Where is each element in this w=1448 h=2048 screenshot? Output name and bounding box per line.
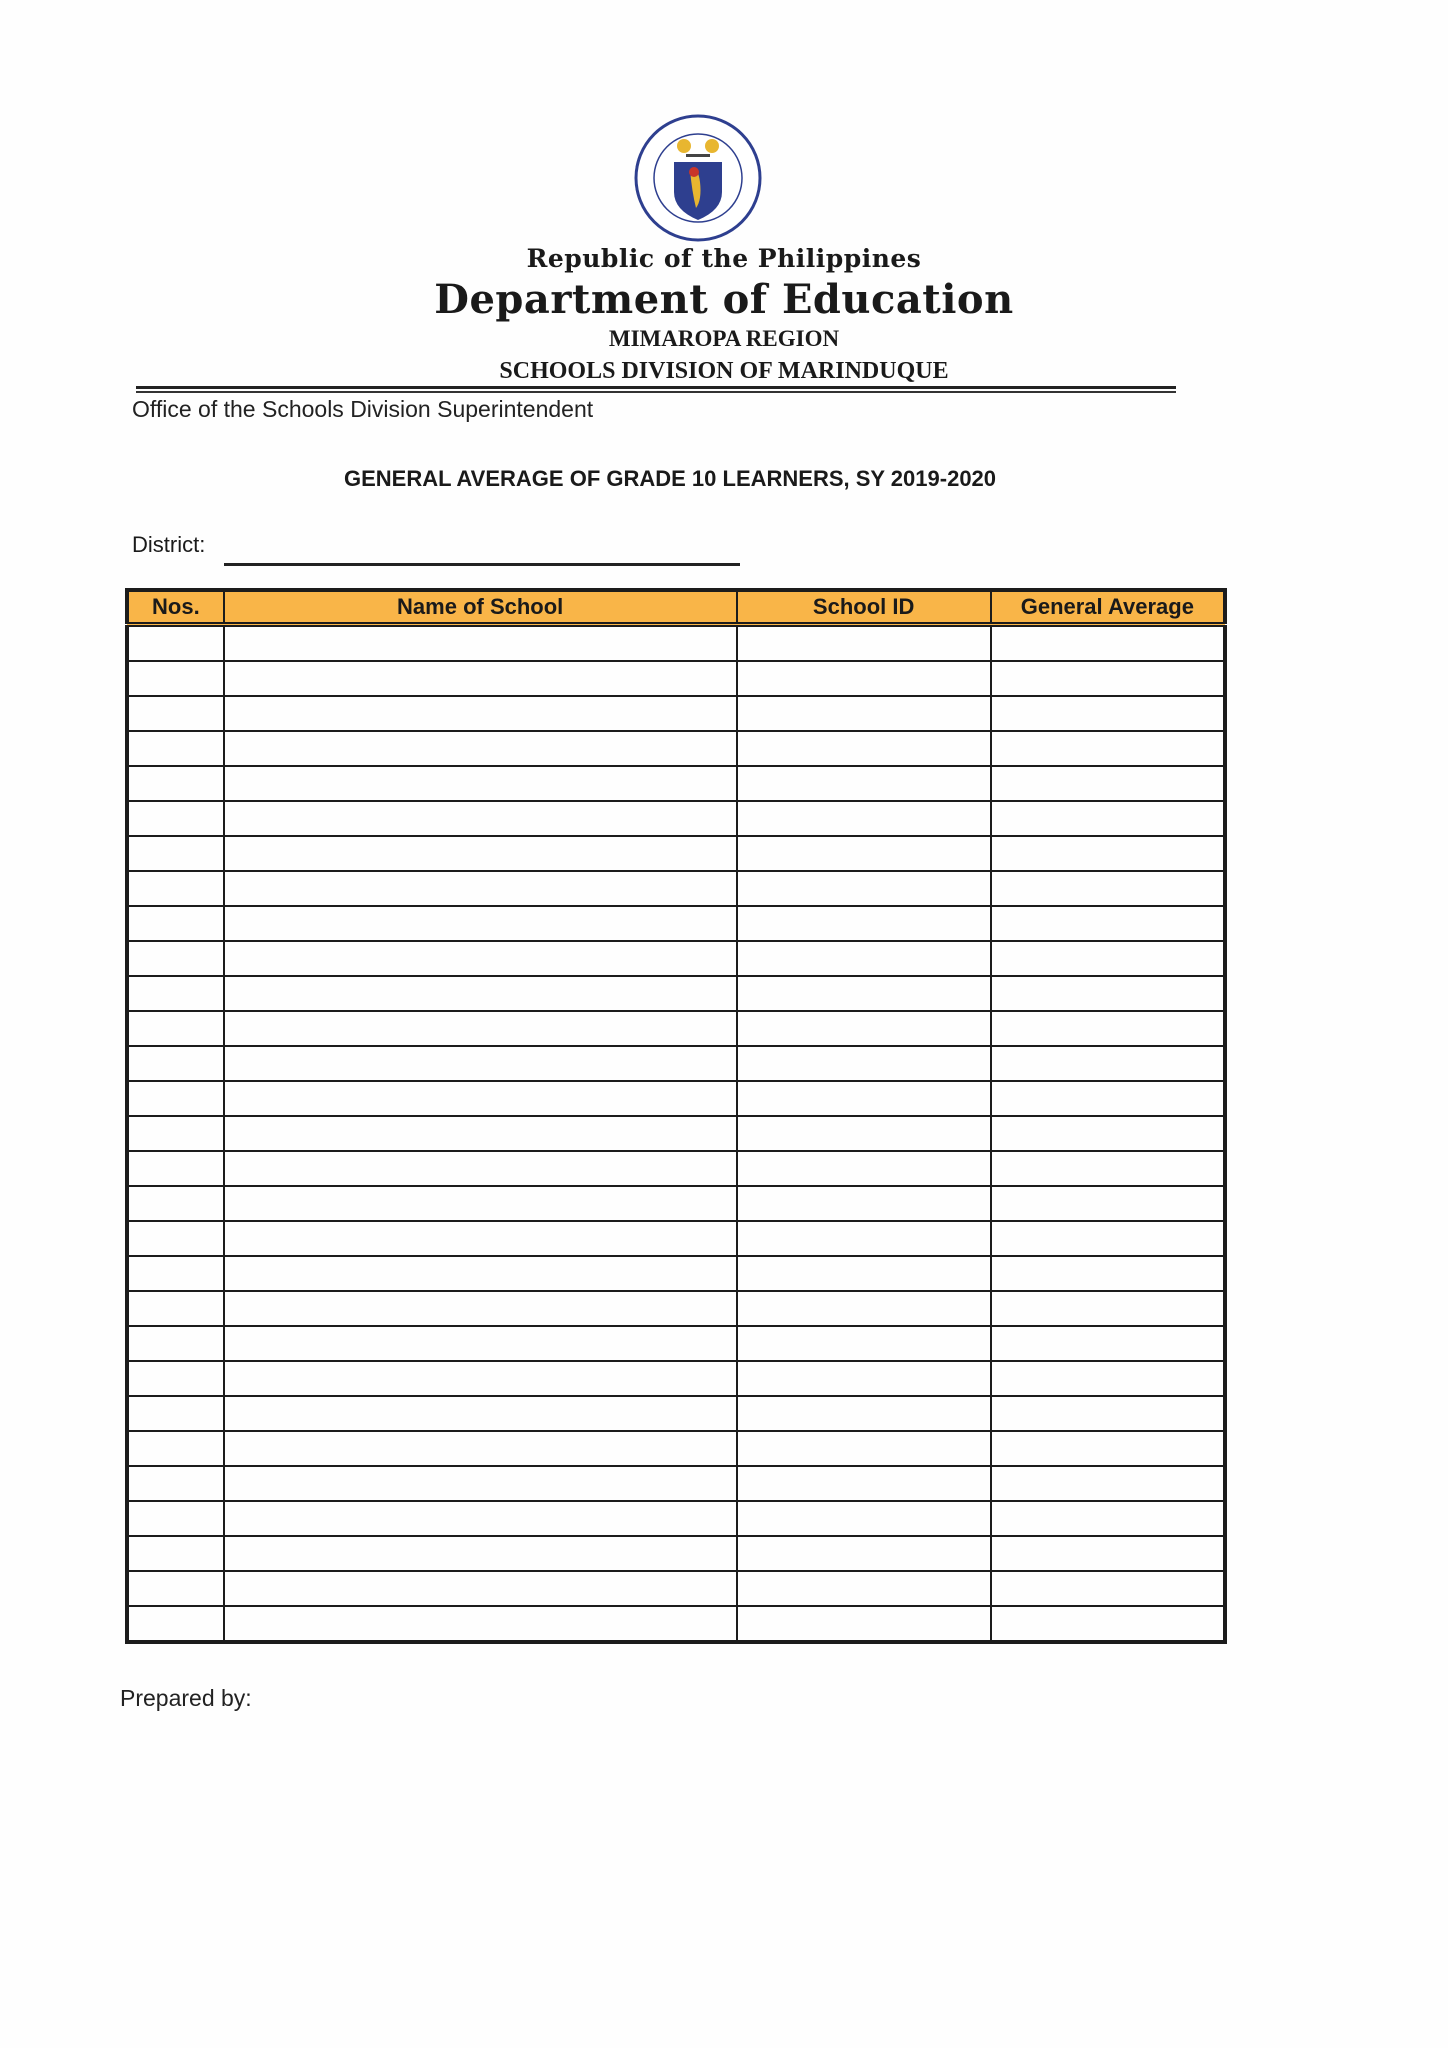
table-row: [127, 1151, 1225, 1186]
cell-name-of-school[interactable]: [224, 661, 737, 696]
cell-school-id[interactable]: [737, 731, 991, 766]
cell-general-average[interactable]: [991, 1186, 1225, 1221]
cell-school-id[interactable]: [737, 1361, 991, 1396]
cell-general-average[interactable]: [991, 1536, 1225, 1571]
cell-name-of-school[interactable]: [224, 1151, 737, 1186]
cell-school-id[interactable]: [737, 871, 991, 906]
table-row: [127, 1116, 1225, 1151]
cell-school-id[interactable]: [737, 906, 991, 941]
cell-name-of-school[interactable]: [224, 1256, 737, 1291]
cell-nos[interactable]: [127, 871, 224, 906]
division-heading: SCHOOLS DIVISION OF MARINDUQUE: [499, 358, 949, 384]
table-row: [127, 1256, 1225, 1291]
cell-general-average[interactable]: [991, 1221, 1225, 1256]
cell-nos[interactable]: [127, 1326, 224, 1361]
cell-nos[interactable]: [127, 661, 224, 696]
cell-general-average[interactable]: [991, 1256, 1225, 1291]
cell-name-of-school[interactable]: [224, 836, 737, 871]
cell-general-average[interactable]: [991, 731, 1225, 766]
column-header-school-id: School ID: [737, 590, 991, 625]
cell-general-average[interactable]: [991, 1081, 1225, 1116]
republic-heading: Republic of the Philippines: [526, 244, 922, 273]
cell-general-average[interactable]: [991, 1046, 1225, 1081]
cell-school-id[interactable]: [737, 1046, 991, 1081]
cell-nos[interactable]: [127, 1011, 224, 1046]
cell-school-id[interactable]: [737, 1536, 991, 1571]
table-row: [127, 1291, 1225, 1326]
cell-name-of-school[interactable]: [224, 625, 737, 662]
cell-name-of-school[interactable]: [224, 1361, 737, 1396]
cell-nos[interactable]: [127, 1221, 224, 1256]
cell-nos[interactable]: [127, 1046, 224, 1081]
cell-general-average[interactable]: [991, 1326, 1225, 1361]
cell-name-of-school[interactable]: [224, 1466, 737, 1501]
prepared-by-label: Prepared by:: [120, 1685, 252, 1711]
cell-name-of-school[interactable]: [224, 696, 737, 731]
school-averages-table: [125, 588, 1227, 1644]
cell-name-of-school[interactable]: [224, 976, 737, 1011]
cell-school-id[interactable]: [737, 1466, 991, 1501]
cell-general-average[interactable]: [991, 976, 1225, 1011]
table-row: [127, 731, 1225, 766]
table-row: [127, 766, 1225, 801]
cell-school-id[interactable]: [737, 1081, 991, 1116]
cell-general-average[interactable]: [991, 906, 1225, 941]
cell-general-average[interactable]: [991, 836, 1225, 871]
cell-name-of-school[interactable]: [224, 1011, 737, 1046]
table-row: [127, 1431, 1225, 1466]
form-title: GENERAL AVERAGE OF GRADE 10 LEARNERS, SY 2019-2020: [343, 466, 997, 491]
cell-school-id[interactable]: [737, 1011, 991, 1046]
cell-general-average[interactable]: [991, 1501, 1225, 1536]
cell-nos[interactable]: [127, 766, 224, 801]
table-row: [127, 941, 1225, 976]
cell-general-average[interactable]: [991, 1116, 1225, 1151]
cell-name-of-school[interactable]: [224, 941, 737, 976]
cell-general-average[interactable]: [991, 1151, 1225, 1186]
district-field[interactable]: [224, 563, 740, 566]
cell-name-of-school[interactable]: [224, 1186, 737, 1221]
table-row: [127, 1501, 1225, 1536]
table-row: [127, 836, 1225, 871]
cell-name-of-school[interactable]: [224, 1501, 737, 1536]
cell-nos[interactable]: [127, 1186, 224, 1221]
deped-seal-logo: [632, 112, 764, 244]
header-rule: [136, 386, 1176, 389]
cell-name-of-school[interactable]: [224, 1431, 737, 1466]
cell-nos[interactable]: [127, 1606, 224, 1642]
cell-name-of-school[interactable]: [224, 1221, 737, 1256]
office-label: Office of the Schools Division Superintendent: [132, 396, 594, 422]
cell-nos[interactable]: [127, 1466, 224, 1501]
department-heading: Department of Education: [434, 276, 1014, 323]
cell-name-of-school[interactable]: [224, 1116, 737, 1151]
table-row: [127, 1326, 1225, 1361]
cell-nos[interactable]: [127, 1431, 224, 1466]
cell-name-of-school[interactable]: [224, 1536, 737, 1571]
header-rule-thin: [136, 391, 1176, 393]
cell-school-id[interactable]: [737, 1116, 991, 1151]
cell-name-of-school[interactable]: [224, 1046, 737, 1081]
cell-nos[interactable]: [127, 625, 224, 662]
cell-general-average[interactable]: [991, 1571, 1225, 1606]
cell-nos[interactable]: [127, 1116, 224, 1151]
cell-general-average[interactable]: [991, 1361, 1225, 1396]
cell-general-average[interactable]: [991, 1291, 1225, 1326]
table-row: [127, 1361, 1225, 1396]
cell-name-of-school[interactable]: [224, 906, 737, 941]
cell-nos[interactable]: [127, 1571, 224, 1606]
cell-name-of-school[interactable]: [224, 1606, 737, 1642]
cell-school-id[interactable]: [737, 766, 991, 801]
table-row: [127, 1221, 1225, 1256]
table-header-row: [127, 590, 1225, 625]
cell-school-id[interactable]: [737, 1606, 991, 1642]
cell-nos[interactable]: [127, 941, 224, 976]
cell-name-of-school[interactable]: [224, 871, 737, 906]
cell-nos[interactable]: [127, 1536, 224, 1571]
cell-general-average[interactable]: [991, 871, 1225, 906]
cell-name-of-school[interactable]: [224, 1291, 737, 1326]
cell-school-id[interactable]: [737, 1221, 991, 1256]
table-row: [127, 1396, 1225, 1431]
table-row: [127, 1571, 1225, 1606]
cell-nos[interactable]: [127, 1151, 224, 1186]
cell-name-of-school[interactable]: [224, 1396, 737, 1431]
district-label: District:: [132, 532, 206, 557]
cell-name-of-school[interactable]: [224, 1571, 737, 1606]
cell-nos[interactable]: [127, 731, 224, 766]
cell-school-id[interactable]: [737, 1326, 991, 1361]
cell-general-average[interactable]: [991, 1606, 1225, 1642]
cell-school-id[interactable]: [737, 976, 991, 1011]
cell-school-id[interactable]: [737, 941, 991, 976]
table-row: [127, 625, 1225, 662]
cell-name-of-school[interactable]: [224, 731, 737, 766]
table-row: [127, 1466, 1225, 1501]
table-row: [127, 696, 1225, 731]
table-row: [127, 1606, 1225, 1642]
cell-school-id[interactable]: [737, 661, 991, 696]
cell-general-average[interactable]: [991, 801, 1225, 836]
cell-school-id[interactable]: [737, 1396, 991, 1431]
cell-school-id[interactable]: [737, 1571, 991, 1606]
cell-school-id[interactable]: [737, 1151, 991, 1186]
cell-general-average[interactable]: [991, 1431, 1225, 1466]
cell-school-id[interactable]: [737, 1186, 991, 1221]
cell-school-id[interactable]: [737, 1256, 991, 1291]
column-header-nos: Nos.: [127, 590, 224, 625]
cell-nos[interactable]: [127, 1396, 224, 1431]
cell-nos[interactable]: [127, 906, 224, 941]
cell-name-of-school[interactable]: [224, 1081, 737, 1116]
table-row: [127, 976, 1225, 1011]
table-row: [127, 1186, 1225, 1221]
table-row: [127, 1046, 1225, 1081]
cell-general-average[interactable]: [991, 1396, 1225, 1431]
cell-general-average[interactable]: [991, 1011, 1225, 1046]
cell-general-average[interactable]: [991, 661, 1225, 696]
cell-name-of-school[interactable]: [224, 766, 737, 801]
table-row: [127, 1536, 1225, 1571]
table-row: [127, 1081, 1225, 1116]
cell-school-id[interactable]: [737, 1291, 991, 1326]
cell-general-average[interactable]: [991, 696, 1225, 731]
cell-name-of-school[interactable]: [224, 1326, 737, 1361]
cell-nos[interactable]: [127, 1256, 224, 1291]
cell-nos[interactable]: [127, 836, 224, 871]
cell-nos[interactable]: [127, 976, 224, 1011]
cell-nos[interactable]: [127, 1361, 224, 1396]
cell-name-of-school[interactable]: [224, 801, 737, 836]
cell-school-id[interactable]: [737, 1501, 991, 1536]
column-header-general-average: General Average: [991, 590, 1225, 625]
cell-school-id[interactable]: [737, 625, 991, 662]
cell-nos[interactable]: [127, 696, 224, 731]
cell-nos[interactable]: [127, 801, 224, 836]
table-row: [127, 661, 1225, 696]
cell-school-id[interactable]: [737, 836, 991, 871]
column-header-name-of-school: Name of School: [224, 590, 737, 625]
cell-general-average[interactable]: [991, 766, 1225, 801]
cell-general-average[interactable]: [991, 941, 1225, 976]
table-row: [127, 801, 1225, 836]
cell-school-id[interactable]: [737, 696, 991, 731]
cell-school-id[interactable]: [737, 1431, 991, 1466]
table-row: [127, 871, 1225, 906]
cell-nos[interactable]: [127, 1501, 224, 1536]
table-row: [127, 906, 1225, 941]
table-row: [127, 1011, 1225, 1046]
cell-general-average[interactable]: [991, 1466, 1225, 1501]
cell-nos[interactable]: [127, 1291, 224, 1326]
cell-school-id[interactable]: [737, 801, 991, 836]
region-heading: MIMAROPA REGION: [608, 326, 840, 351]
cell-nos[interactable]: [127, 1081, 224, 1116]
cell-general-average[interactable]: [991, 625, 1225, 662]
